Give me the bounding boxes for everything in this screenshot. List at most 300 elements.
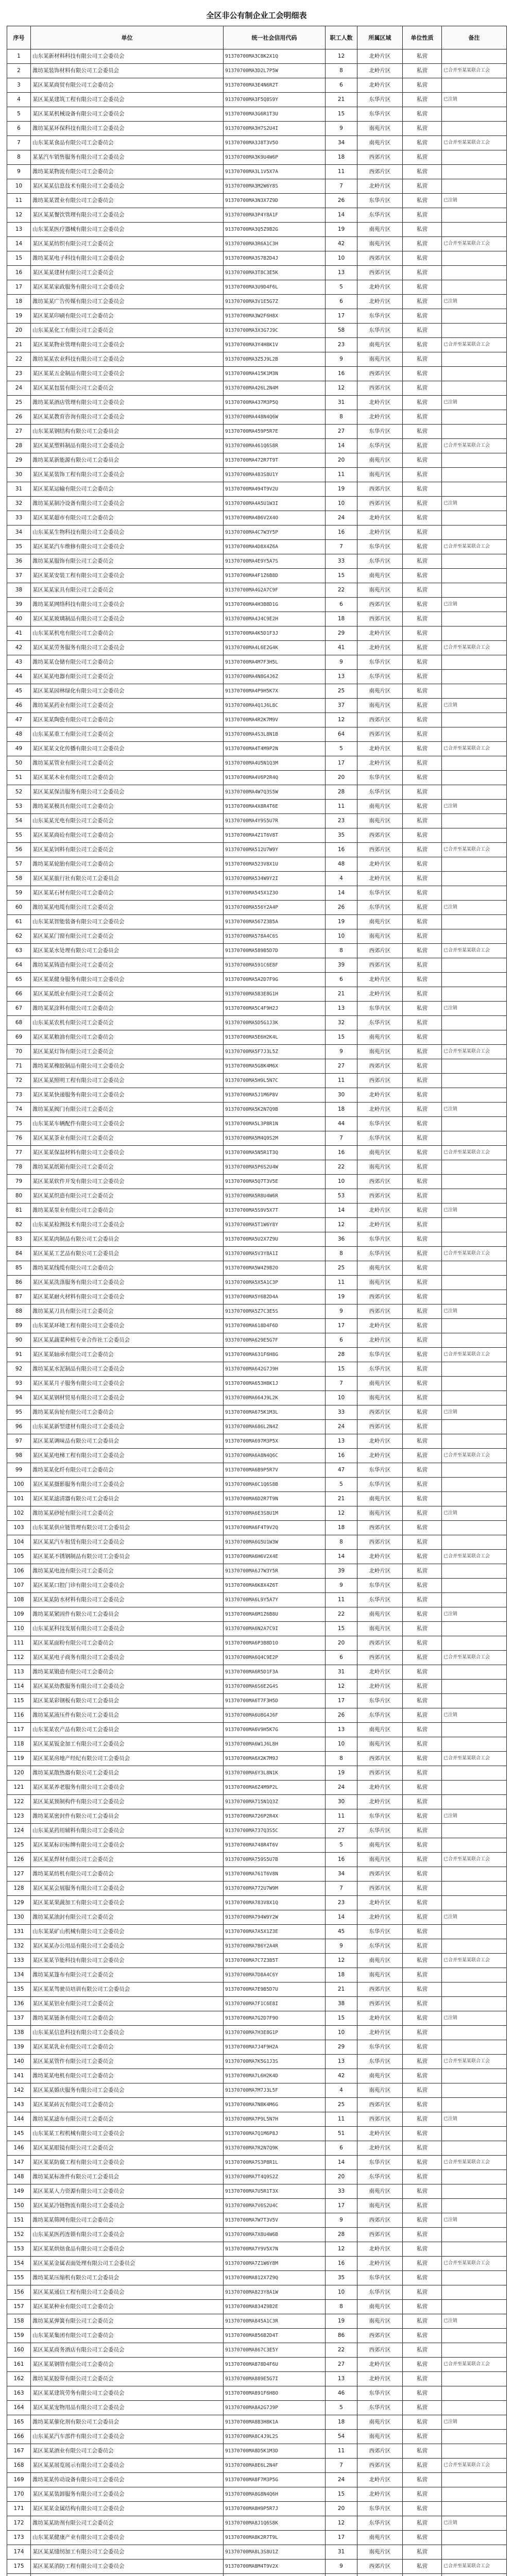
row-note: 已合并至某某联合工会 (442, 1045, 507, 1059)
staff-count: 12 (326, 713, 357, 727)
area-name: 北岭片区 (357, 1449, 403, 1463)
row-note (442, 2300, 507, 2314)
area-name: 西郊片区 (357, 598, 403, 612)
header-count: 职工人数 (326, 26, 357, 49)
row-note (442, 165, 507, 179)
area-name: 西郊片区 (357, 1405, 403, 1420)
staff-count: 5 (326, 1478, 357, 1492)
row-number: 99 (7, 1463, 31, 1478)
credit-code: 91370700MA6P3B8D1O (224, 1636, 326, 1651)
table-row (7, 915, 507, 929)
row-note: 已合并至某某联合工会 (442, 1550, 507, 1564)
row-number: 98 (7, 1449, 31, 1463)
unit-name: 某区某某防水材料有限公司工会委员会 (31, 1593, 224, 1607)
unit-name: 某区某某酒业有限公司工会委员会 (31, 2444, 224, 2459)
row-note (442, 280, 507, 295)
row-note (442, 1579, 507, 1593)
unit-nature: 私营 (403, 251, 442, 266)
unit-nature: 私营 (403, 179, 442, 194)
table-row (7, 1564, 507, 1579)
unit-name: 某区某某砖瓦有限公司工会委员会 (31, 2098, 224, 2112)
unit-nature: 私营 (403, 1016, 442, 1030)
table-row (7, 2516, 507, 2531)
unit-name: 某区某某彩钢板有限公司工会委员会 (31, 1694, 224, 1708)
unit-nature: 私营 (403, 944, 442, 958)
row-number: 142 (7, 2083, 31, 2098)
area-name: 西郊片区 (357, 1752, 403, 1766)
table-row (7, 1809, 507, 1824)
row-number: 21 (7, 338, 31, 352)
area-name: 西郊片区 (357, 1521, 403, 1535)
unit-nature: 私营 (403, 626, 442, 641)
row-number: 37 (7, 569, 31, 583)
area-name: 东华片区 (357, 1708, 403, 1723)
table-row (7, 1204, 507, 1218)
row-number: 147 (7, 2156, 31, 2170)
area-name: 西郊片区 (357, 828, 403, 843)
staff-count: 27 (326, 2358, 357, 2372)
row-number: 162 (7, 2372, 31, 2386)
unit-nature: 私营 (403, 1982, 442, 1997)
table-row (7, 569, 507, 583)
credit-code: 91370700MA578A4C6S (224, 929, 326, 944)
header-area: 所属区域 (357, 26, 403, 49)
row-number: 130 (7, 1910, 31, 1925)
row-number: 76 (7, 1131, 31, 1146)
credit-code: 91370700MA697M3P5X (224, 1434, 326, 1449)
row-number: 31 (7, 482, 31, 497)
row-note (442, 2430, 507, 2444)
row-note (442, 1232, 507, 1247)
row-note (442, 2083, 507, 2098)
area-name: 北岭片区 (357, 641, 403, 655)
table-row (7, 2199, 507, 2213)
unit-name: 潍坊某某筛网有限公司工会委员会 (31, 2213, 224, 2228)
row-number: 15 (7, 251, 31, 266)
unit-nature: 私营 (403, 756, 442, 771)
row-number: 59 (7, 886, 31, 901)
credit-code: 91370700MA5P6S2U4W (224, 1160, 326, 1175)
row-number: 63 (7, 944, 31, 958)
table-row (7, 1506, 507, 1521)
unit-name: 某区某某耐火材料有限公司工会委员会 (31, 1290, 224, 1304)
table-row (7, 251, 507, 266)
area-name: 西郊片区 (357, 150, 403, 165)
row-note (442, 1420, 507, 1434)
credit-code: 91370700MA3R6A1C3H (224, 237, 326, 251)
staff-count: 12 (326, 1680, 357, 1694)
unit-nature: 私营 (403, 973, 442, 987)
table-row (7, 1910, 507, 1925)
unit-name: 某区某某面粉有限公司工会委员会 (31, 1636, 224, 1651)
row-number: 96 (7, 1420, 31, 1434)
unit-nature: 私营 (403, 1564, 442, 1579)
row-number: 122 (7, 1795, 31, 1809)
area-name: 北岭片区 (357, 2242, 403, 2257)
unit-name: 潍坊某某服饰有限公司工会委员会 (31, 554, 224, 569)
unit-name: 某区某某人力资源有限公司工会委员会 (31, 2184, 224, 2199)
table-row (7, 295, 507, 309)
staff-count: 18 (326, 1521, 357, 1535)
area-name: 北岭片区 (357, 511, 403, 526)
area-name: 东华片区 (357, 670, 403, 684)
row-number: 121 (7, 1781, 31, 1795)
unit-name: 某区某某金属表面处理有限公司工会委员会 (31, 2257, 224, 2271)
credit-code: 91370700MA794W9Y2W (224, 1910, 326, 1925)
area-name: 北岭片区 (357, 2487, 403, 2502)
credit-code: 91370700MA5V3Y8A1I (224, 1247, 326, 1261)
credit-code: 91370700MA4D8X4Z6A (224, 540, 326, 554)
unit-nature: 私营 (403, 2560, 442, 2574)
table-row (7, 1103, 507, 1117)
row-number: 75 (7, 1117, 31, 1131)
row-number: 53 (7, 800, 31, 814)
area-name: 北岭片区 (357, 410, 403, 425)
staff-count: 6 (326, 598, 357, 612)
credit-code: 91370700MA3U9D4F6L (224, 280, 326, 295)
row-number: 17 (7, 280, 31, 295)
credit-code: 91370700MA7L6H2K4D (224, 2069, 326, 2083)
unit-nature: 私营 (403, 237, 442, 251)
credit-code: 91370700MA589B5D7D (224, 944, 326, 958)
table-row (7, 266, 507, 280)
row-number: 171 (7, 2502, 31, 2516)
table-row (7, 886, 507, 901)
row-note (442, 2285, 507, 2300)
unit-nature: 私营 (403, 396, 442, 410)
unit-name: 潍坊某某模具有限公司工会委员会 (31, 800, 224, 814)
row-note (442, 857, 507, 872)
unit-name: 某某汽车销售服务有限公司工会委员会 (31, 150, 224, 165)
unit-name: 潍坊某某化纤有限公司工会委员会 (31, 1463, 224, 1478)
unit-nature: 私营 (403, 843, 442, 857)
staff-count: 26 (326, 901, 357, 915)
unit-name: 某区某某木业有限公司工会委员会 (31, 771, 224, 785)
table-row (7, 1261, 507, 1276)
staff-count: 86 (326, 2329, 357, 2343)
credit-code: 91370700MA4F1Z6B8D (224, 569, 326, 583)
table-row (7, 2386, 507, 2401)
unit-nature: 私营 (403, 309, 442, 324)
staff-count: 9 (326, 1579, 357, 1593)
staff-count: 11 (326, 468, 357, 482)
table-row (7, 324, 507, 338)
unit-nature: 私营 (403, 2055, 442, 2069)
unit-nature: 私营 (403, 2127, 442, 2141)
row-number: 167 (7, 2444, 31, 2459)
credit-code: 91370700MA6C1Q6S8B (224, 1478, 326, 1492)
credit-code: 91370700MA3F5Q8S9Y (224, 93, 326, 107)
area-name: 北岭片区 (357, 280, 403, 295)
row-note: 已注销 (442, 2516, 507, 2531)
row-note: 已合并至某某联合工会 (442, 237, 507, 251)
credit-code: 91370700MA8A2G7J9P (224, 2401, 326, 2415)
row-number: 166 (7, 2430, 31, 2444)
staff-count: 22 (326, 2343, 357, 2358)
row-number: 58 (7, 872, 31, 886)
table-row (7, 1074, 507, 1088)
staff-count: 18 (326, 612, 357, 626)
unit-name: 潍坊某某橡胶制品有限公司工会委员会 (31, 1059, 224, 1074)
row-note (442, 2098, 507, 2112)
table-row (7, 150, 507, 165)
table-row (7, 1636, 507, 1651)
credit-code: 91370700MA7E9B5D7U (224, 1982, 326, 1997)
staff-count: 16 (326, 1449, 357, 1463)
staff-count: 58 (326, 324, 357, 338)
area-name: 北岭片区 (357, 2026, 403, 2040)
unit-nature: 私营 (403, 641, 442, 655)
row-note (442, 2026, 507, 2040)
row-note (442, 223, 507, 237)
area-name: 南苑片区 (357, 1607, 403, 1622)
unit-name: 山东某某医药连锁有限公司工会委员会 (31, 2228, 224, 2242)
table-row (7, 944, 507, 958)
row-note (442, 2444, 507, 2459)
row-number: 138 (7, 2026, 31, 2040)
area-name: 东华片区 (357, 1247, 403, 1261)
row-number: 4 (7, 93, 31, 107)
credit-code: 91370700MA761T6V8N (224, 1867, 326, 1882)
row-number: 172 (7, 2516, 31, 2531)
area-name: 东华片区 (357, 1463, 403, 1478)
staff-count: 32 (326, 1016, 357, 1030)
area-name: 西郊片区 (357, 2343, 403, 2358)
row-note (442, 973, 507, 987)
credit-code: 91370700MA4K5D1F3J (224, 626, 326, 641)
unit-name: 某区某某装饰工程有限公司工会委员会 (31, 468, 224, 482)
credit-code: 91370700MA3L1V5X7A (224, 165, 326, 179)
credit-code: 91370700MA437M3P5Q (224, 396, 326, 410)
staff-count: 20 (326, 2170, 357, 2184)
header-no: 序号 (7, 26, 31, 49)
unit-name: 某区某某信息技术有限公司工会委员会 (31, 179, 224, 194)
area-name: 北岭片区 (357, 1795, 403, 1809)
staff-count: 15 (326, 569, 357, 583)
unit-name: 潍坊某某催化剂有限公司工会委员会 (31, 2415, 224, 2430)
area-name: 北岭片区 (357, 49, 403, 64)
row-note: 已合并至某某联合工会 (442, 2257, 507, 2271)
row-note (442, 915, 507, 929)
unit-nature: 私营 (403, 1506, 442, 1521)
unit-nature: 私营 (403, 598, 442, 612)
area-name: 南苑片区 (357, 2300, 403, 2314)
row-number: 157 (7, 2300, 31, 2314)
unit-nature (403, 2574, 442, 2576)
row-note (442, 2170, 507, 2184)
unit-name: 潍坊某某电子科技有限公司工会委员会 (31, 251, 224, 266)
credit-code: 91370700MA653H8K1J (224, 1377, 326, 1391)
unit-name: 某区某某养老服务有限公司工会委员会 (31, 1781, 224, 1795)
table-row (7, 280, 507, 295)
credit-code: 91370700MA5C4F9H2J (224, 1002, 326, 1016)
unit-nature: 私营 (403, 2011, 442, 2026)
row-number: 80 (7, 1189, 31, 1204)
staff-count: 15 (326, 1030, 357, 1045)
unit-nature: 私营 (403, 223, 442, 237)
row-note: 已注销 (442, 1002, 507, 1016)
unit-nature: 私营 (403, 2083, 442, 2098)
unit-nature: 私营 (403, 2199, 442, 2213)
row-note (442, 1016, 507, 1030)
row-note (442, 713, 507, 727)
table-row (7, 1708, 507, 1723)
unit-nature: 私营 (403, 872, 442, 886)
credit-code: 91370700MA4E9Y5A7S (224, 554, 326, 569)
credit-code: 91370700MA3V1E5G7Z (224, 295, 326, 309)
row-number: 152 (7, 2228, 31, 2242)
unit-name: 潍坊某某药业有限公司工会委员会 (31, 699, 224, 713)
unit-nature: 私营 (403, 1160, 442, 1175)
table-row (7, 1535, 507, 1550)
unit-name: 山东某某机电有限公司工会委员会 (31, 626, 224, 641)
area-name: 北岭片区 (357, 1781, 403, 1795)
table-row (7, 1680, 507, 1694)
row-note: 已合并至某某联合工会 (442, 1247, 507, 1261)
unit-nature: 私营 (403, 2228, 442, 2242)
table-row (7, 1002, 507, 1016)
table-row (7, 1117, 507, 1131)
unit-nature: 私营 (403, 2545, 442, 2560)
row-note: 已合并至某某联合工会 (442, 1752, 507, 1766)
table-row (7, 2415, 507, 2430)
unit-name: 山东某某汽车部件有限公司工会委员会 (31, 2430, 224, 2444)
area-name: 南苑片区 (357, 814, 403, 828)
unit-nature: 私营 (403, 655, 442, 670)
staff-count: 35 (326, 2271, 357, 2285)
credit-code: 91370700MA483S8U1Y (224, 468, 326, 482)
area-name: 东华片区 (357, 2502, 403, 2516)
row-number: 88 (7, 1304, 31, 1319)
unit-nature: 私营 (403, 1131, 442, 1146)
area-name: 西郊片区 (357, 1882, 403, 1896)
row-number: 155 (7, 2271, 31, 2285)
table-row (7, 1737, 507, 1752)
unit-nature: 私营 (403, 2459, 442, 2473)
unit-name: 潍坊某某锻造有限公司工会委员会 (31, 1665, 224, 1680)
table-row (7, 583, 507, 598)
table-row (7, 1781, 507, 1795)
credit-code: 91370700MA6Y3L8N1K (224, 1766, 326, 1781)
unit-nature: 私营 (403, 1521, 442, 1535)
staff-count: 8 (326, 410, 357, 425)
credit-code: 91370700MA512U7W9Y (224, 843, 326, 857)
area-name: 西郊片区 (357, 2444, 403, 2459)
table-row (7, 208, 507, 223)
staff-count: 23 (326, 1896, 357, 1910)
credit-code: 91370700MA5K2N7Q9B (224, 1103, 326, 1117)
credit-code: 91370700MA7B6Y2A4R (224, 1939, 326, 1954)
staff-count: 15 (326, 2487, 357, 2502)
table-row (7, 626, 507, 641)
staff-count: 33 (326, 554, 357, 569)
table-row (7, 2011, 507, 2026)
unit-nature: 私营 (403, 2386, 442, 2401)
row-number: 62 (7, 929, 31, 944)
row-number: 133 (7, 1954, 31, 1968)
area-name: 东华片区 (357, 93, 403, 107)
table-row (7, 2401, 507, 2415)
unit-nature: 私营 (403, 2040, 442, 2055)
credit-code: 91370700MA448N4Q6W (224, 410, 326, 425)
credit-code: 91370700MA4W7Q3S5W (224, 785, 326, 800)
table-row (7, 1982, 507, 1997)
staff-count: 19 (326, 223, 357, 237)
staff-count: 18 (326, 1968, 357, 1982)
staff-count: 12 (326, 49, 357, 64)
row-number: 61 (7, 915, 31, 929)
table-row (7, 1131, 507, 1146)
area-name: 东华片区 (357, 540, 403, 554)
staff-count: 31 (326, 1665, 357, 1680)
unit-nature: 私营 (403, 64, 442, 78)
unit-nature: 私营 (403, 554, 442, 569)
area-name: 东华片区 (357, 2040, 403, 2055)
area-name: 北岭片区 (357, 857, 403, 872)
unit-nature: 私营 (403, 295, 442, 309)
row-number: 67 (7, 1002, 31, 1016)
unit-name: 某区某某机械设备有限公司工会委员会 (31, 107, 224, 122)
row-note: 已合并至某某联合工会 (442, 2358, 507, 2372)
row-note (442, 1117, 507, 1131)
table-row (7, 497, 507, 511)
row-note (442, 987, 507, 1002)
row-note (442, 727, 507, 742)
staff-count: 7 (326, 1882, 357, 1896)
table-row (7, 410, 507, 425)
row-note: 已注销 (442, 2213, 507, 2228)
table-row (7, 828, 507, 843)
credit-code: 91370700MA715N1Q3Z (224, 1795, 326, 1809)
credit-code: 91370700MA7G2D7F9O (224, 2011, 326, 2026)
area-name: 南苑片区 (357, 1276, 403, 1290)
unit-name: 潍坊某某齿轮有限公司工会委员会 (31, 1405, 224, 1420)
table-row (7, 1362, 507, 1377)
unit-nature: 私营 (403, 338, 442, 352)
row-note (442, 2329, 507, 2343)
credit-code: 91370700MA6R5D1F3A (224, 1665, 326, 1680)
staff-count: 27 (326, 1824, 357, 1838)
unit-name: 潍坊某某酒店管理有限公司工会委员会 (31, 396, 224, 410)
row-note (442, 1377, 507, 1391)
area-name: 南苑片区 (357, 2531, 403, 2545)
credit-code: 91370700MA4H3B8D1G (224, 598, 326, 612)
area-name: 南苑片区 (357, 338, 403, 352)
unit-nature: 私营 (403, 1622, 442, 1636)
unit-name: 某区某某石材有限公司工会委员会 (31, 886, 224, 901)
row-note (442, 2127, 507, 2141)
unit-name: 山东某某检测技术有限公司工会委员会 (31, 1218, 224, 1232)
table-row (7, 136, 507, 150)
unit-nature: 私营 (403, 1665, 442, 1680)
area-name: 南苑片区 (357, 2184, 403, 2199)
unit-name: 山东某某矿山机械有限公司工会委员会 (31, 1925, 224, 1939)
row-note: 已注销 (442, 1506, 507, 1521)
credit-code: 91370700MA3G6R1T3U (224, 107, 326, 122)
row-note (442, 1333, 507, 1348)
table-row (7, 1896, 507, 1910)
row-number: 73 (7, 1088, 31, 1103)
unit-name: 山东某某化工有限公司工会委员会 (31, 324, 224, 338)
unit-name: 某区某某眼镜有限公司工会委员会 (31, 2141, 224, 2156)
staff-count: 39 (326, 958, 357, 973)
credit-code: 91370700MA4Z1T6V8T (224, 828, 326, 843)
area-name: 东华片区 (357, 107, 403, 122)
table-row (7, 2372, 507, 2386)
staff-count: 14 (326, 2156, 357, 2170)
staff-count: 28 (326, 1348, 357, 1362)
row-note (442, 1694, 507, 1708)
